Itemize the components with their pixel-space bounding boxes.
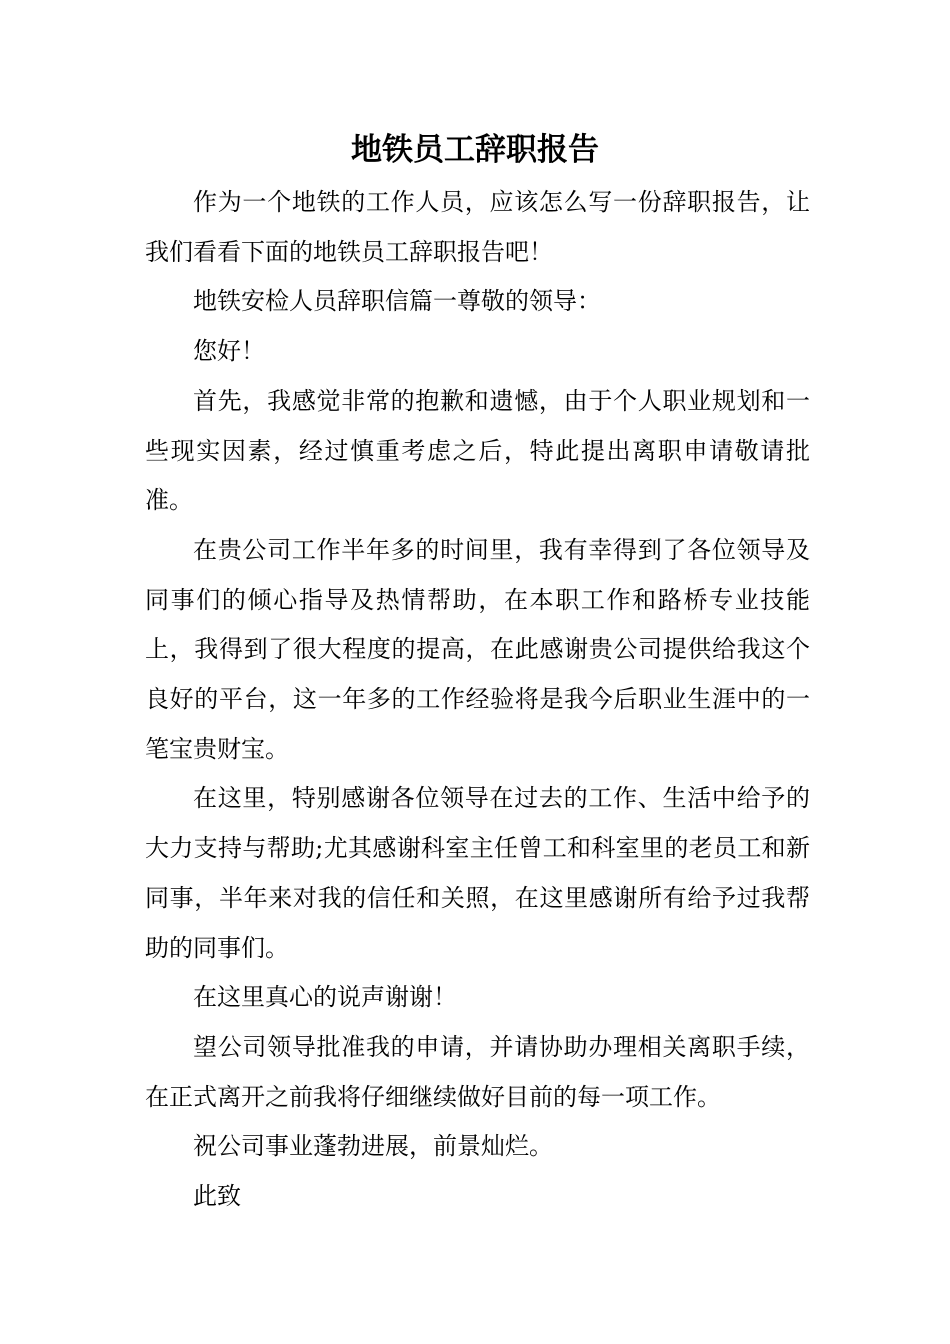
paragraph-reason: 首先，我感觉非常的抱歉和遗憾，由于个人职业规划和一些现实因素，经过慎重考虑之后，特此提出离职申请敬请批准。 [145, 386, 810, 515]
paragraph-gratitude-colleagues: 在这里，特别感谢各位领导在过去的工作、生活中给予的大力支持与帮助;尤其感谢科室主任曾工和科室里的老员工和新同事，半年来对我的信任和关照，在这里感谢所有给予过我帮助的同事们。 [145, 784, 810, 962]
paragraph-intro: 作为一个地铁的工作人员，应该怎么写一份辞职报告，让我们看看下面的地铁员工辞职报告吧！ [145, 188, 810, 266]
paragraph-request: 望公司领导批准我的申请，并请协助办理相关离职手续，在正式离开之前我将仔细继续做好目前的每一项工作。 [145, 1032, 810, 1111]
paragraph-salutation: 地铁安检人员辞职信篇一尊敬的领导： [193, 287, 601, 316]
paragraph-closing: 此致 [193, 1182, 241, 1211]
paragraph-gratitude-company: 在贵公司工作半年多的时间里，我有幸得到了各位领导及同事们的倾心指导及热情帮助，在本职工作和路桥专业技能上，我得到了很大程度的提高，在此感谢贵公司提供给我这个良好的平台，这一年多的工作经验将是我今后职业生涯中的一笔宝贵财宝。 [145, 535, 810, 763]
document-body [145, 178, 810, 1222]
paragraph-greeting: 您好！ [193, 337, 265, 366]
document-title: 地铁员工辞职报告 [351, 132, 599, 168]
paragraph-wishes: 祝公司事业蓬勃进展，前景灿烂。 [193, 1132, 553, 1161]
paragraph-thanks: 在这里真心的说声谢谢！ [193, 983, 457, 1012]
